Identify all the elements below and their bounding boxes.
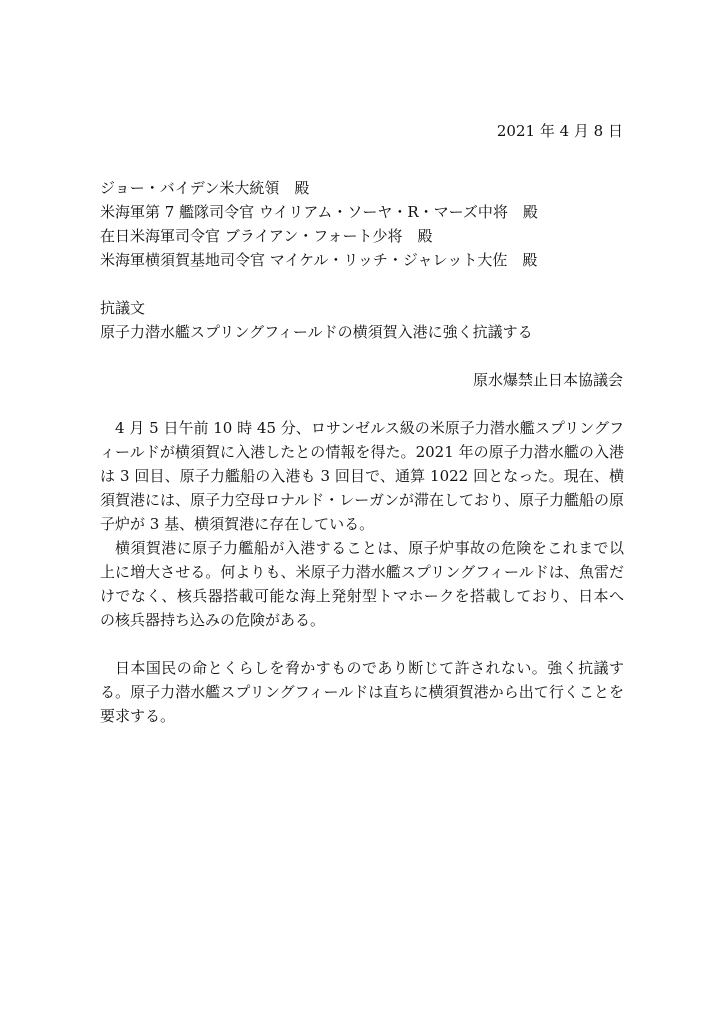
body-paragraph: 横須賀港に原子力艦船が入港することは、原子炉事故の危険をこれまで以上に増大させる。何よりも、米原子力潜水艦スプリングフィールドは、魚雷だけでなく、核兵器搭載可能な海上発射型トマホークを搭載しており、日本への核兵器持ち込みの危険がある。 (100, 539, 624, 629)
recipient-line: 米海軍第 7 艦隊司令官 ウイリアム・ソーヤ・R・マーズ中将 殿 (100, 203, 538, 221)
document-type-heading: 抗議文 (100, 299, 146, 317)
body-paragraph: 日本国民の命とくらしを脅かすものであり断じて許されない。強く抗議する。原子力潜水艦スプリングフィールドは直ちに横須賀港から出て行くことを要求する。 (100, 659, 624, 725)
recipient-line: ジョー・バイデン米大統領 殿 (100, 179, 310, 197)
body-paragraph: 4 月 5 日午前 10 時 45 分、ロサンゼルス級の米原子力潜水艦スプリングフィールドが横須賀に入港したとの情報を得た。2021 年の原子力潜水艦の入港は 3 回目、原子力艦船の入港も 3 回目で、通算 1022 回となった。現在、横須賀港には、原子力空母ロナルド・レーガンが滞在しており、原子力艦船の原子炉が 3 基、横須賀港に存在している。 (100, 419, 624, 533)
recipient-line: 米海軍横須賀基地司令官 マイケル・リッチ・ジャレット大佐 殿 (100, 251, 538, 269)
recipient-line: 在日米海軍司令官 ブライアン・フォート少将 殿 (100, 227, 433, 245)
recipient-list (100, 176, 538, 272)
sender-organization: 原水爆禁止日本協議会 (472, 371, 623, 389)
document-date: 2021 年 4 月 8 日 (496, 122, 623, 140)
document-body (100, 416, 624, 728)
title-block (100, 296, 533, 344)
document-subject: 原子力潜水艦スプリングフィールドの横須賀入港に強く抗議する (100, 323, 533, 341)
